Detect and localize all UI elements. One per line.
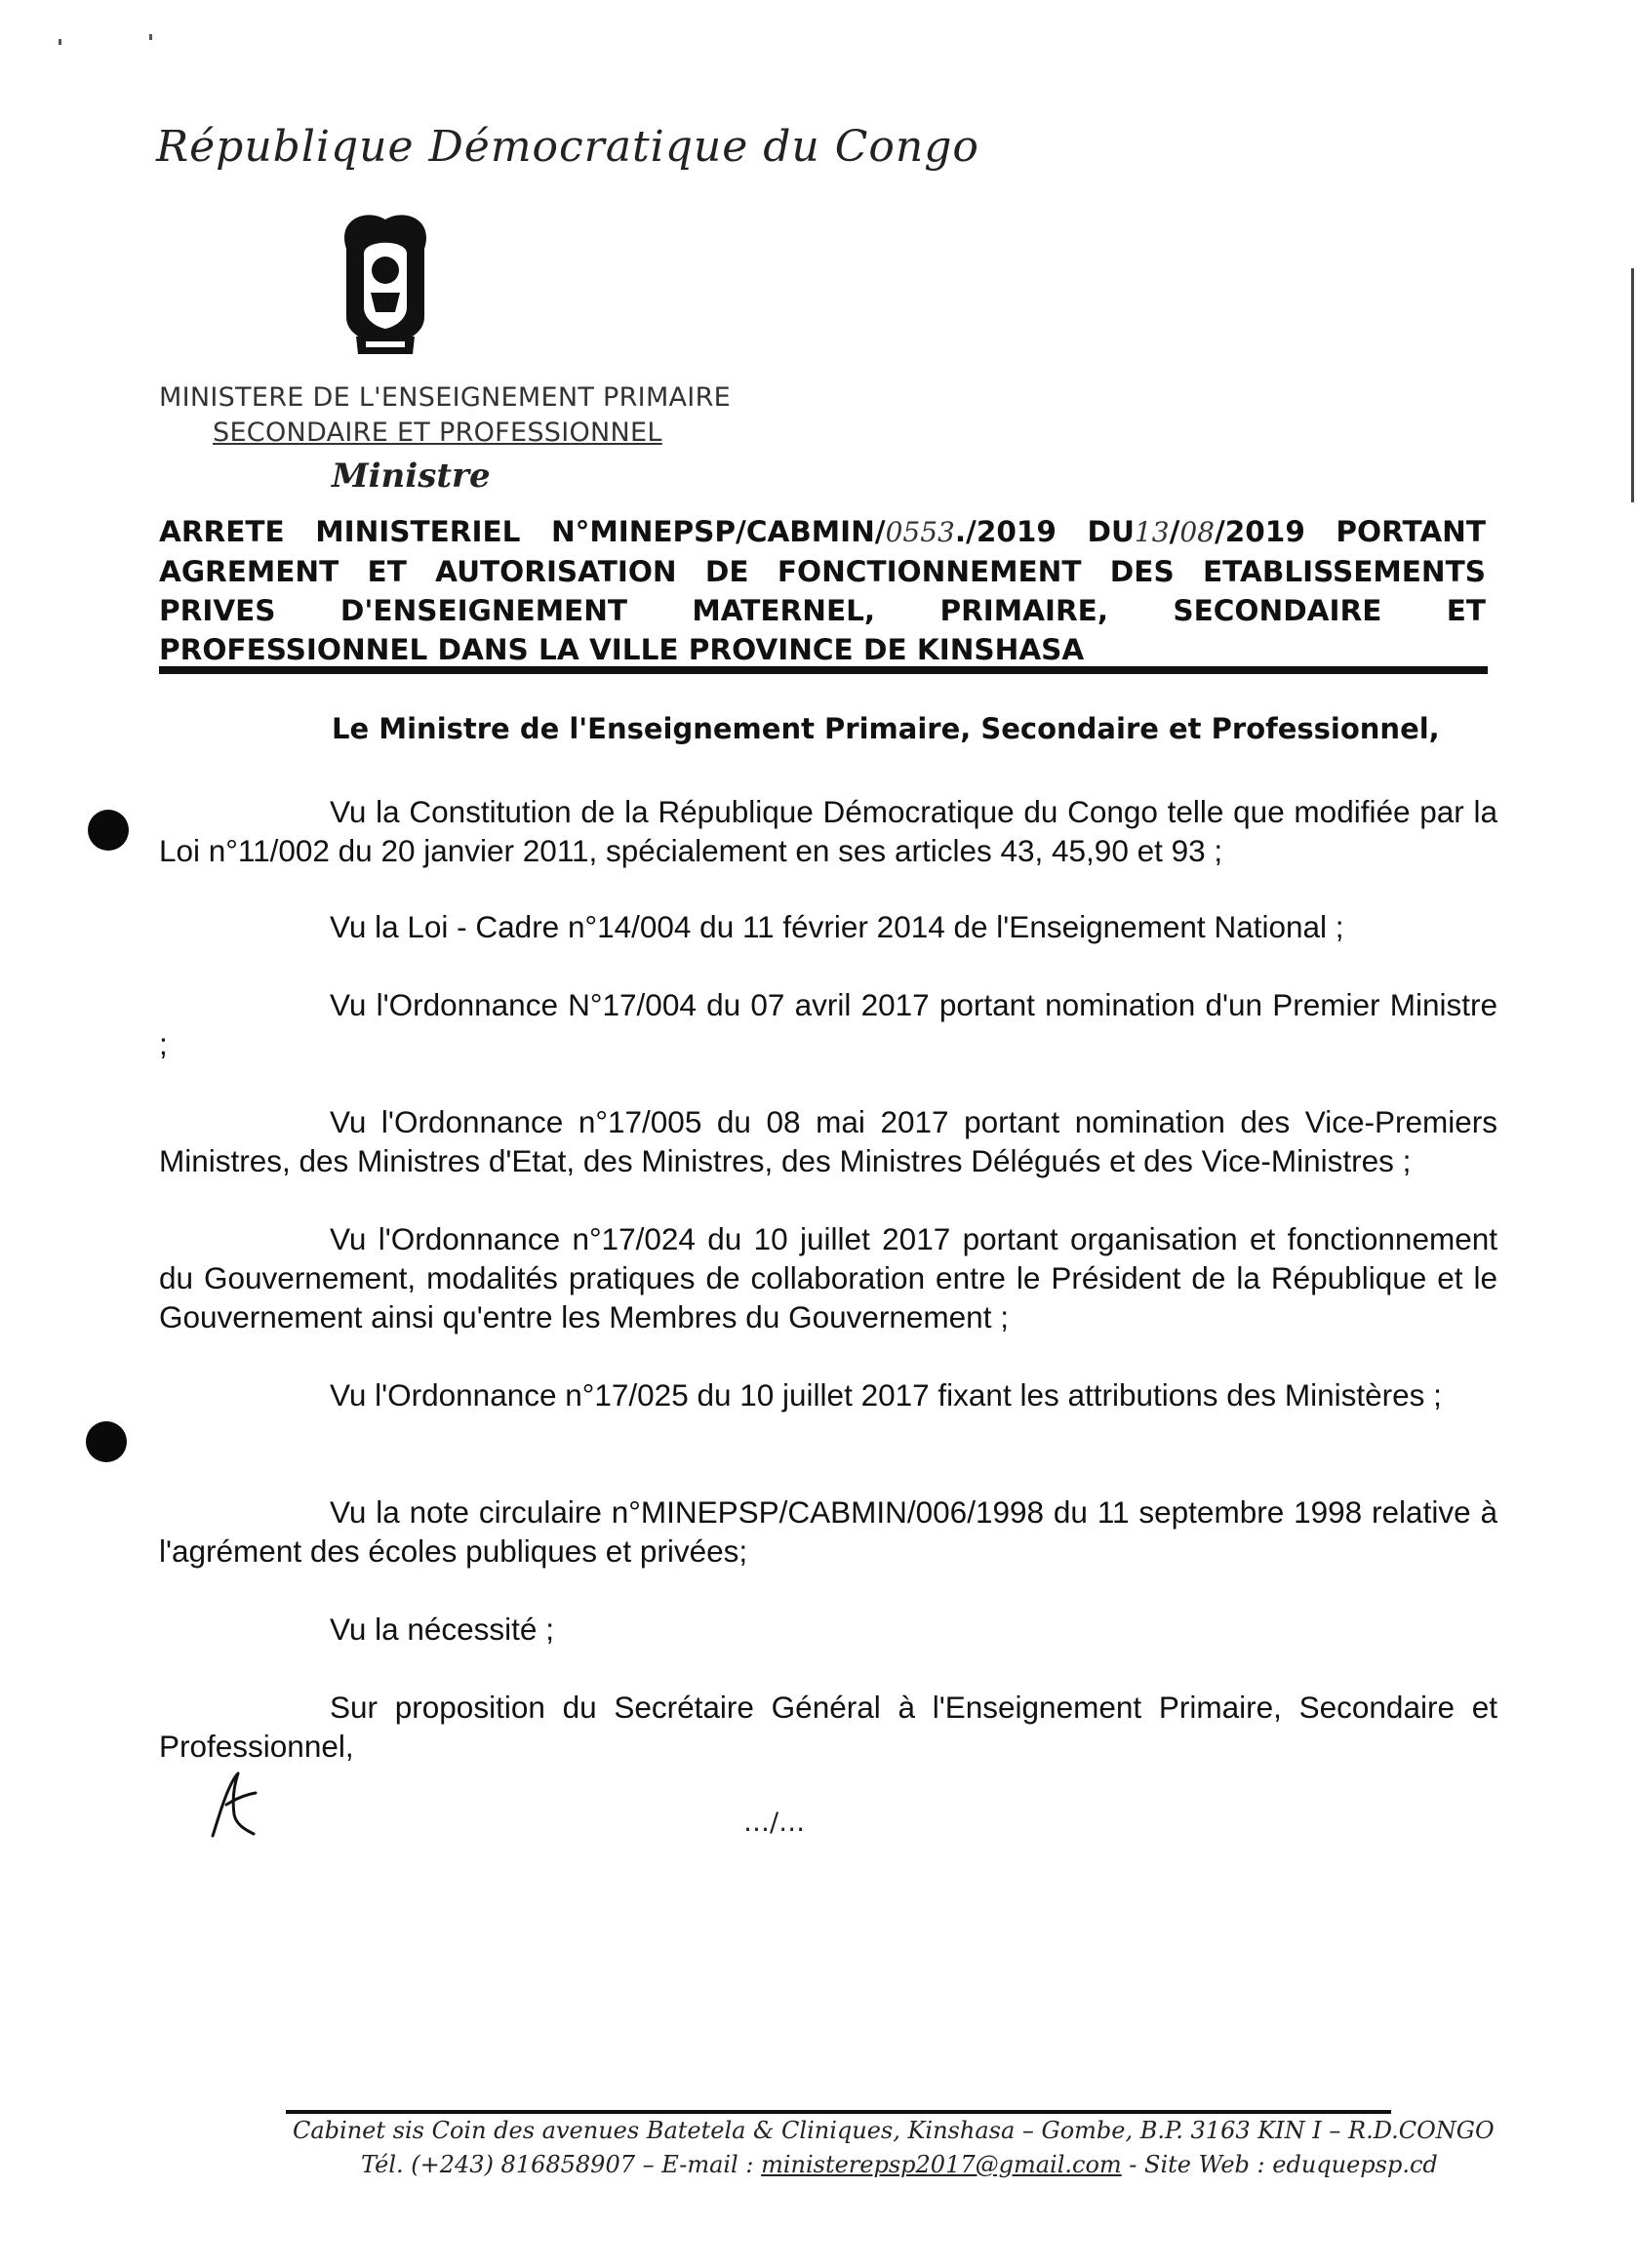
decree-prefix: ARRETE MINISTERIEL N°MINEPSP/CABMIN/ <box>159 515 886 548</box>
continued-marker: …/… <box>743 1808 806 1838</box>
considerant-paragraph: Vu la Constitution de la République Démocratique du Congo telle que modifiée par la Loi n°11/002 du 20 janvier 2011, spécialement en ses articles 43, 45,90 et 93 ; <box>159 794 1497 868</box>
footer-website: - Site Web : eduquepsp.cd <box>1121 2151 1438 2178</box>
footer-phone: Tél. (+243) 816858907 – E-mail : <box>361 2151 762 2178</box>
decree-date-separator: / <box>1169 515 1180 548</box>
title-divider <box>159 666 1488 674</box>
handwritten-initials <box>205 1766 283 1844</box>
considerant-paragraph: Vu la Loi - Cadre n°14/004 du 11 février 2014 de l'Enseignement National ; <box>330 909 1344 944</box>
considerant-paragraph: Vu la note circulaire n°MINEPSP/CABMIN/006/1998 du 11 septembre 1998 relative à l'agrément des écoles publiques et privées; <box>159 1494 1497 1569</box>
decree-title <box>159 512 1486 669</box>
considerant-paragraph: Vu l'Ordonnance n°17/005 du 08 mai 2017 portant nomination des Vice-Premiers Ministres, des Ministres d'Etat, des Ministres, des Ministres Délégués et des Vice-Ministres ; <box>159 1104 1497 1178</box>
decree-mid: ./2019 DU <box>954 515 1135 548</box>
footer-divider <box>286 2110 1391 2114</box>
ministry-name-line2: SECONDAIRE ET PROFESSIONNEL <box>213 418 662 448</box>
considerant-paragraph: Vu l'Ordonnance n°17/024 du 10 juillet 2017 portant organisation et fonctionnement du Gouvernement, modalités pratiques de collaboration entre le Président de la République et le Gouvernement ainsi qu'entre les Membres du Gouvernement ; <box>159 1221 1497 1334</box>
scan-speck <box>149 34 152 40</box>
coat-of-arms-emblem <box>327 200 444 356</box>
punch-hole <box>88 810 129 851</box>
considerant-paragraph: Sur proposition du Secrétaire Général à l'Enseignement Primaire, Secondaire et Professionnel, <box>159 1690 1497 1764</box>
considerant-paragraph: Vu l'Ordonnance n°17/025 du 10 juillet 2017 fixant les attributions des Ministères ; <box>330 1377 1442 1413</box>
footer-contact <box>361 2151 1438 2178</box>
decree-month-handwritten: 08 <box>1179 516 1215 548</box>
ministry-name-line1: MINISTERE DE L'ENSEIGNEMENT PRIMAIRE <box>159 382 731 413</box>
considerant-paragraph: Vu la nécessité ; <box>330 1611 554 1647</box>
decree-day-handwritten: 13 <box>1134 516 1170 548</box>
minister-heading: Le Ministre de l'Enseignement Primaire, Secondaire et Professionnel, <box>332 712 1440 745</box>
scan-speck <box>59 39 61 45</box>
considerant-paragraph: Vu l'Ordonnance N°17/004 du 07 avril 2017 portant nomination d'un Premier Ministre ; <box>159 987 1497 1061</box>
punch-hole <box>86 1421 127 1462</box>
ministre-label: Ministre <box>332 457 491 496</box>
scan-edge-mark <box>1631 268 1634 502</box>
decree-number-handwritten: 0553 <box>885 516 955 548</box>
footer-email-link[interactable]: ministerepsp2017@gmail.com <box>761 2151 1122 2178</box>
footer-address: Cabinet sis Coin des avenues Batetela & Cliniques, Kinshasa – Gombe, B.P. 3163 KIN I – R.D.CONGO <box>293 2117 1495 2144</box>
decree-suffix: /2019 PORTANT AGREMENT ET AUTORISATION DE FONCTIONNEMENT DES ETABLISSEMENTS PRIVES D'ENSEIGNEMENT MATERNEL, PRIMAIRE, SECONDAIRE ET PROFESSIONNEL DANS LA VILLE PROVINCE DE KINSHASA <box>159 515 1486 666</box>
republic-title: République Démocratique du Congo <box>156 122 979 172</box>
